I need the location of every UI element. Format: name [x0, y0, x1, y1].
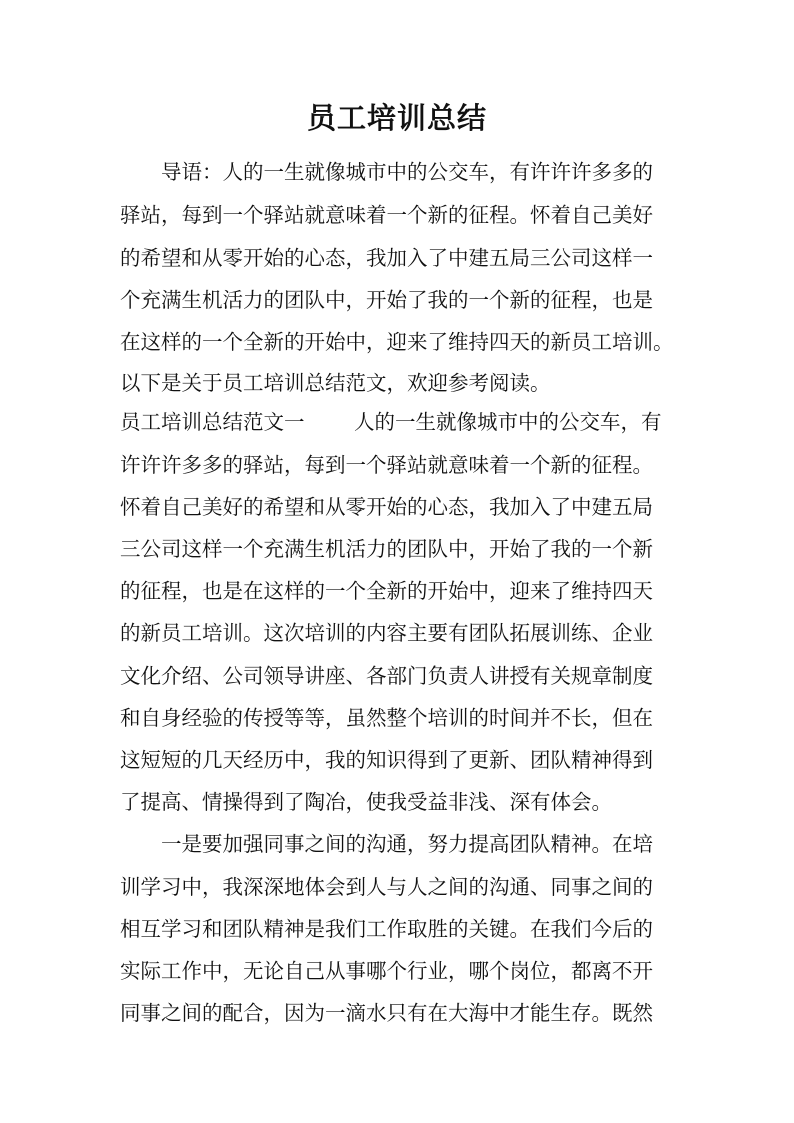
body-line: 这短短的几天经历中，我的知识得到了更新、团队精神得到: [120, 748, 653, 772]
body-line: 和自身经验的传授等等，虽然整个培训的时间并不长，但在: [120, 706, 653, 730]
body-line: 三公司这样一个充满生机活力的团队中，开始了我的一个新: [120, 537, 653, 561]
body-line: 训学习中，我深深地体会到人与人之间的沟通、同事之间的: [120, 875, 653, 899]
intro-line: 个充满生机活力的团队中，开始了我的一个新的征程，也是: [120, 288, 653, 312]
body-line: 许许许多多的驿站，每到一个驿站就意味着一个新的征程。: [120, 453, 653, 477]
body-line: 实际工作中，无论自己从事哪个行业，哪个岗位，都离不开: [120, 959, 653, 983]
intro-line: 在这样的一个全新的开始中，迎来了维持四天的新员工培训。: [120, 330, 674, 354]
body-line: 的新员工培训。这次培训的内容主要有团队拓展训练、企业: [120, 621, 653, 645]
intro-line: 导语：人的一生就像城市中的公交车，有许许许多多的: [161, 160, 653, 184]
body-line: 相互学习和团队精神是我们工作取胜的关键。在我们今后的: [120, 917, 653, 941]
body-line: 了提高、情操得到了陶冶，使我受益非浅、深有体会。: [120, 790, 612, 814]
intro-line: 驿站，每到一个驿站就意味着一个新的征程。怀着自己美好: [120, 203, 653, 227]
body-line: 的征程，也是在这样的一个全新的开始中，迎来了维持四天: [120, 579, 653, 603]
body-line: 同事之间的配合，因为一滴水只有在大海中才能生存。既然: [120, 1001, 653, 1025]
body-line: 一是要加强同事之间的沟通，努力提高团队精神。在培: [161, 832, 653, 856]
section-first-line: 人的一生就像城市中的公交车，有: [354, 410, 662, 434]
intro-line: 的希望和从零开始的心态，我加入了中建五局三公司这样一: [120, 246, 653, 270]
intro-line: 以下是关于员工培训总结范文，欢迎参考阅读。: [120, 371, 551, 395]
page-title: 员工培训总结: [306, 101, 487, 135]
body-line: 怀着自己美好的希望和从零开始的心态，我加入了中建五局: [120, 495, 653, 519]
section-heading: 员工培训总结范文一: [120, 410, 305, 434]
body-line: 文化介绍、公司领导讲座、各部门负责人讲授有关规章制度: [120, 664, 653, 688]
